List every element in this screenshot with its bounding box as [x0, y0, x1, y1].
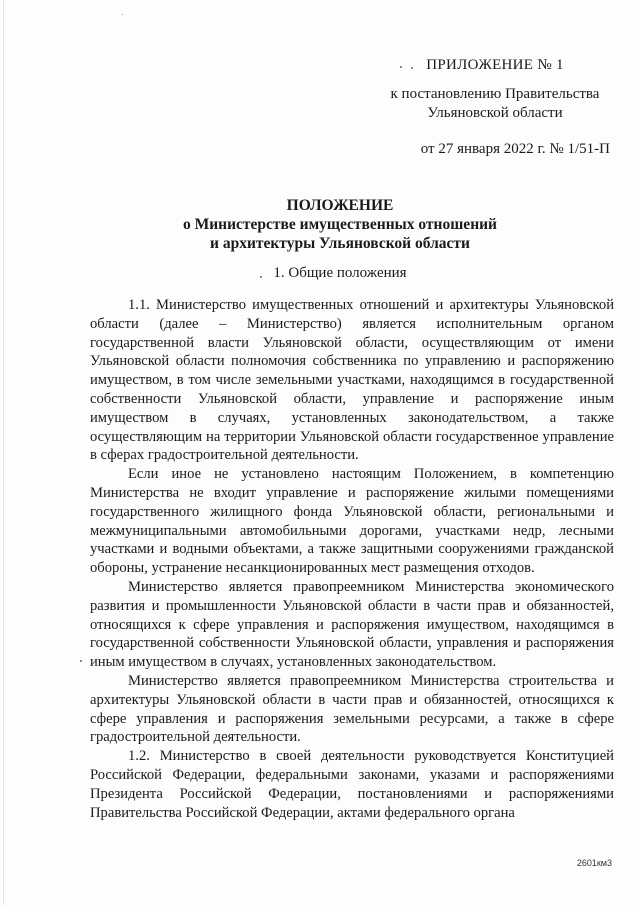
paragraph: Министерство является правопреемником Министерства экономического развития и промышленности Ульяновской области в части прав и обязанностей, относящихся к сфере управления и распоряжения имуществом, находящимся в государственной собственности Ульяновской области, управления и распоряжения иным имуществом в случаях, установленных законодательством. [90, 578, 614, 671]
appendix-resolution-line: к постановлению Правительства [390, 86, 600, 102]
section-title: 1. Общие положения [273, 265, 407, 281]
scan-edge [3, 0, 4, 905]
paragraph: 1.1. Министерство имущественных отношений и архитектуры Ульяновской области (далее – Министерство) является исполнительным органом государственной власти Ульяновской области, осуществляющим от имени Ульяновской области полномочия собственника по управлению и распоряжению имуществом, в том числе земельными участками, находящимся в государственной собственности Ульяновской области, управление и распоряжение иным имуществом в случаях, установленных законодательством, а также осуществляющим на территории Ульяновской области государственное управление в сферах градостроительной деятельности. [90, 297, 614, 464]
appendix-header [380, 56, 610, 159]
scan-speck [260, 276, 262, 278]
document-title [60, 196, 620, 253]
scan-speck [411, 67, 413, 69]
appendix-date: от 27 января 2022 г. № 1/51-П [420, 141, 610, 157]
paragraph: 1.2. Министерство в своей деятельности руководствуется Конституцией Российской Федерации, федеральными законами, указами и распоряжениями Президента Российской Федерации, постановлениями и распоряжениями Правительства Российской Федерации, актами федерального органа [90, 748, 614, 821]
title-line-2: о Министерстве имущественных отношений [183, 216, 497, 233]
title-line-3: и архитектуры Ульяновской области [210, 235, 470, 252]
paragraph: Если иное не установлено настоящим Положением, в компетенцию Министерства не входит управление и распоряжение жилыми помещениями государственного жилищного фонда Ульяновской области, региональными и межмуниципальными автомобильными дорогами, участками недр, лесными участками и водными объектами, а также защитными сооружениями гражданской обороны, устранение несанкционированных мест размещения отходов. [90, 466, 614, 577]
appendix-region-line: Ульяновской области [427, 105, 563, 121]
footer-stamp: 2601км3 [576, 858, 612, 868]
scan-speck [80, 660, 82, 662]
scan-speck [400, 66, 402, 68]
title-line-1: ПОЛОЖЕНИЕ [286, 197, 394, 214]
document-body [90, 296, 614, 822]
paragraph: Министерство является правопреемником Министерства строительства и архитектуры Ульяновской области в части прав и обязанностей, относящихся к сфере управления и распоряжения земельными ресурсами, а также в сфере градостроительной деятельности. [90, 672, 614, 746]
scan-speck [122, 14, 123, 15]
appendix-title: ПРИЛОЖЕНИЕ № 1 [426, 57, 564, 73]
